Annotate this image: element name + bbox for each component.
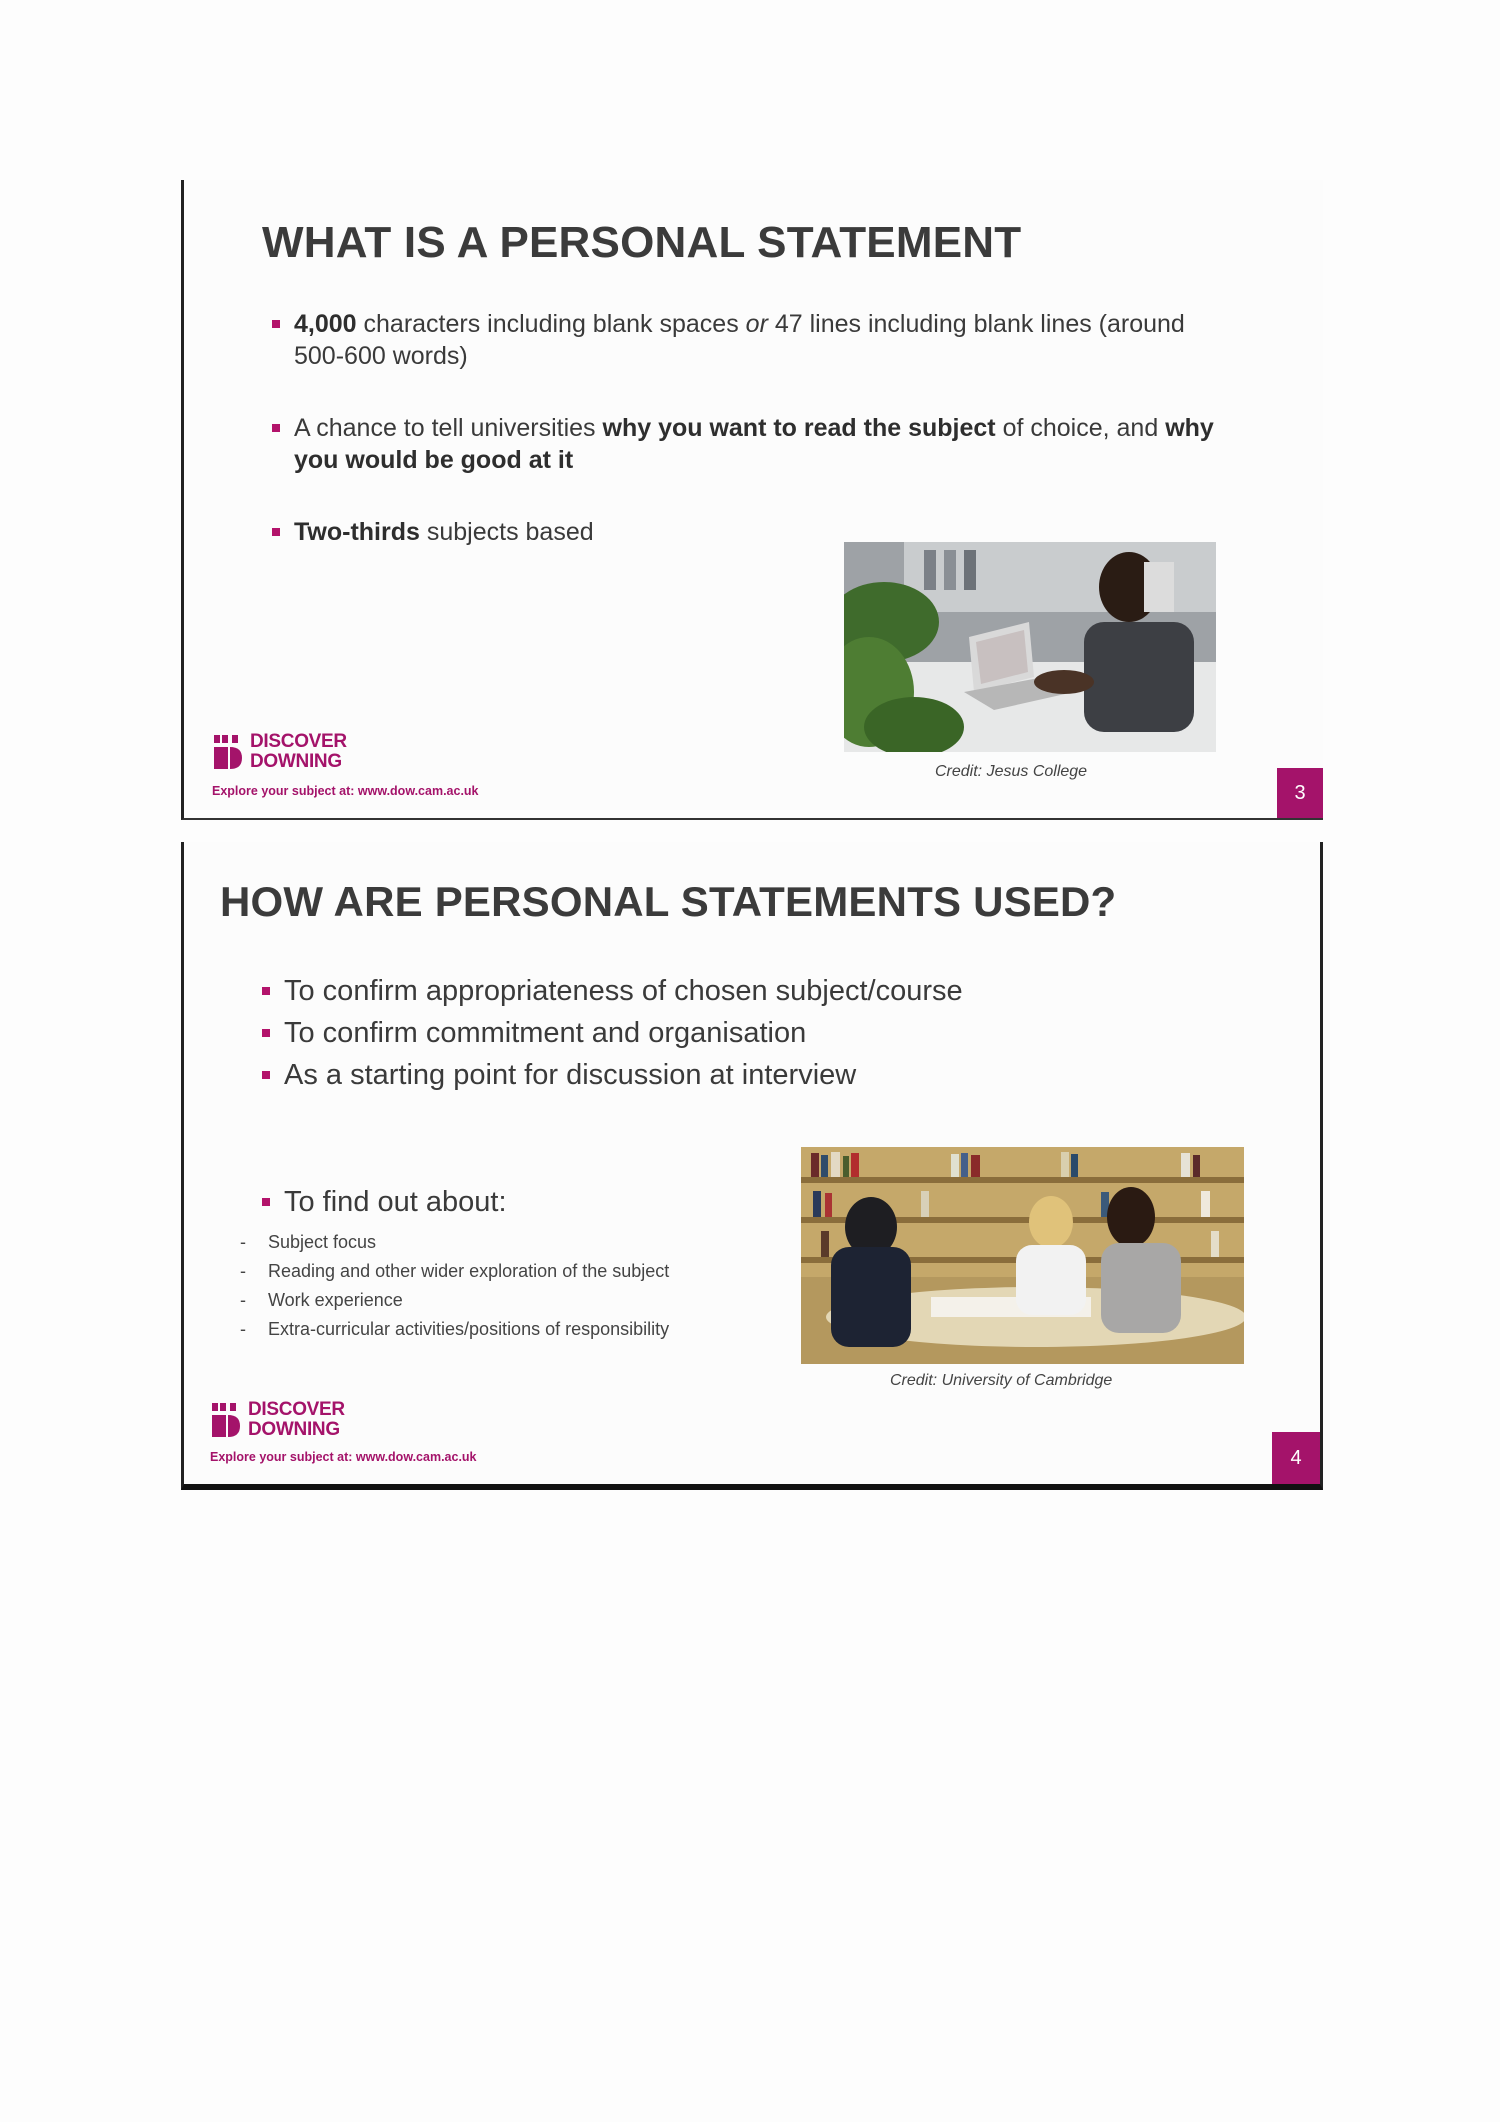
bullet-item (262, 970, 963, 1012)
library-students-photo (801, 1147, 1244, 1364)
student-laptop-photo (844, 542, 1216, 752)
bold-text: why you want to read the subject (602, 414, 996, 442)
slide-title: HOW ARE PERSONAL STATEMENTS USED? (220, 878, 1117, 925)
bullet-item (262, 1054, 963, 1096)
bullet-text: To confirm appropriateness of chosen subject/course (284, 975, 963, 1007)
bullet-text: To confirm commitment and organisation (284, 1017, 807, 1049)
page-number: 4 (1272, 1432, 1320, 1484)
slide-3 (181, 180, 1323, 820)
bullet-list (262, 970, 963, 1096)
bullet-square-icon (262, 1029, 270, 1037)
bold-text: why you would be good at it (294, 414, 1214, 474)
logo-line-downing: DOWNING (250, 751, 342, 772)
logo-line-discover: DISCOVER (248, 1399, 345, 1420)
text: 47 lines including blank lines (around 500-600 words) (294, 310, 1185, 370)
logo-line-downing: DOWNING (248, 1419, 340, 1440)
downing-crest-icon (212, 733, 246, 771)
text: characters including blank spaces (356, 310, 746, 338)
bullet-square-icon (272, 320, 280, 328)
bullet-item (272, 308, 1232, 372)
logo-line-discover: DISCOVER (250, 731, 347, 752)
list-item: - Work experience (240, 1286, 669, 1315)
italic-text: or (745, 310, 768, 338)
discover-downing-logo (210, 1400, 345, 1440)
list-item: - Reading and other wider exploration of the subject (240, 1257, 669, 1286)
slide-title: WHAT IS A PERSONAL STATEMENT (262, 218, 1022, 267)
bold-text: Two-thirds (294, 518, 420, 546)
discover-downing-logo (212, 732, 347, 772)
page-number: 3 (1277, 768, 1323, 818)
bullet-square-icon (272, 528, 280, 536)
text: A chance to tell universities (294, 414, 603, 442)
bullet-text: To find out about: (284, 1186, 507, 1218)
bullet-item (262, 1012, 963, 1054)
bullet-square-icon (262, 987, 270, 995)
text: of choice, and (995, 414, 1166, 442)
photo-credit: Credit: Jesus College (935, 763, 1088, 780)
text: subjects based (419, 518, 594, 546)
bullet-square-icon (272, 424, 280, 432)
find-out-heading-list (262, 1182, 507, 1222)
bold-text: 4,000 (294, 310, 357, 338)
explore-url-text: Explore your subject at: www.dow.cam.ac.uk (210, 1450, 477, 1464)
find-out-items (240, 1228, 669, 1344)
bullet-text: As a starting point for discussion at interview (284, 1059, 857, 1091)
bullet-item (262, 1182, 507, 1222)
slide-4 (181, 842, 1323, 1490)
list-item: - Extra-curricular activities/positions of responsibility (240, 1315, 669, 1344)
downing-crest-icon (210, 1401, 244, 1439)
explore-url-text: Explore your subject at: www.dow.cam.ac.uk (212, 784, 479, 798)
photo-credit: Credit: University of Cambridge (890, 1372, 1113, 1389)
bullet-square-icon (262, 1198, 270, 1206)
bullet-item (272, 412, 1232, 476)
bullet-square-icon (262, 1071, 270, 1079)
list-item: - Subject focus (240, 1228, 669, 1257)
